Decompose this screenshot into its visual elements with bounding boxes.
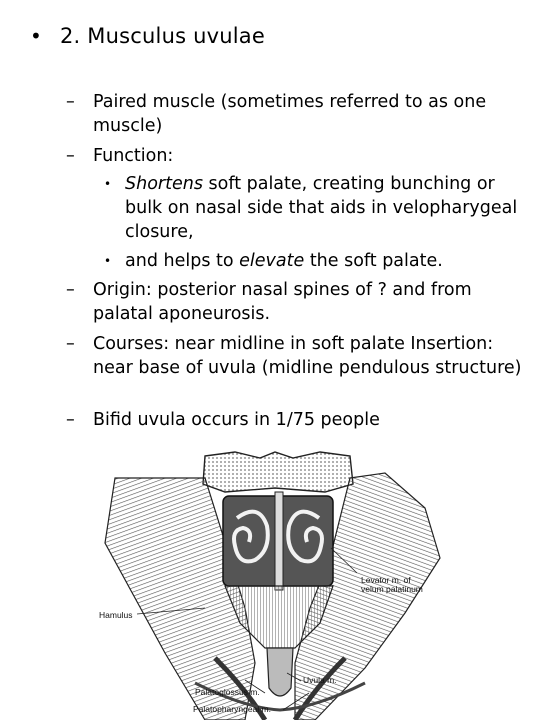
dot-marker: • [104,177,112,191]
label-palatopharyngeal: Palatopharyngeal m. [193,704,271,714]
point-bifid-text: Bifid uvula occurs in 1/75 people [93,410,380,430]
dash-marker: – [66,146,75,166]
label-palatoglossus: Palatoglossus m. [195,687,260,697]
dash-marker: – [66,410,75,430]
soft-palate-illustration [95,448,455,720]
point-paired [66,90,526,138]
point-courses-text: Courses: near midline in soft palate Insertion: near base of uvula (midline pendulous structure) [93,334,522,378]
point-paired-text: Paired muscle (sometimes referred to as one muscle) [93,92,487,136]
slide-title [30,24,265,48]
point-function [66,144,526,168]
point-bifid [66,408,526,432]
label-levator-line1: Levator m. of [361,575,411,585]
helps-pre: and helps to [125,251,240,271]
point-courses [66,332,526,380]
dot-marker: • [104,254,112,268]
septum [275,492,283,590]
subpoint-shortens-text [125,172,524,244]
point-origin-text: Origin: posterior nasal spines of ? and from palatal aponeurosis. [93,280,472,324]
label-levator-line2: velum palatinum [361,584,423,594]
label-hamulus: Hamulus [99,610,133,620]
skull-base [203,452,353,492]
label-uvula: Uvula m. [303,675,337,685]
uvula-muscle [267,648,293,696]
shortens-emphasis: Shortens [125,174,203,194]
dash-marker: – [66,334,75,354]
subpoint-helps-text [125,249,524,273]
helps-post: the soft palate. [304,251,443,271]
dash-marker: – [66,92,75,112]
title-bullet: • [30,24,42,48]
dash-marker: – [66,280,75,300]
shortens-rest: soft palate, creating bunching or bulk on nasal side that aids in velopharygeal closure, [125,174,518,242]
point-origin [66,278,526,326]
title-text: 2. Musculus uvulae [60,24,265,48]
helps-emphasis: elevate [239,251,305,271]
subpoint-shortens [104,172,524,244]
subpoint-helps [104,249,524,273]
point-function-text: Function: [93,146,174,166]
